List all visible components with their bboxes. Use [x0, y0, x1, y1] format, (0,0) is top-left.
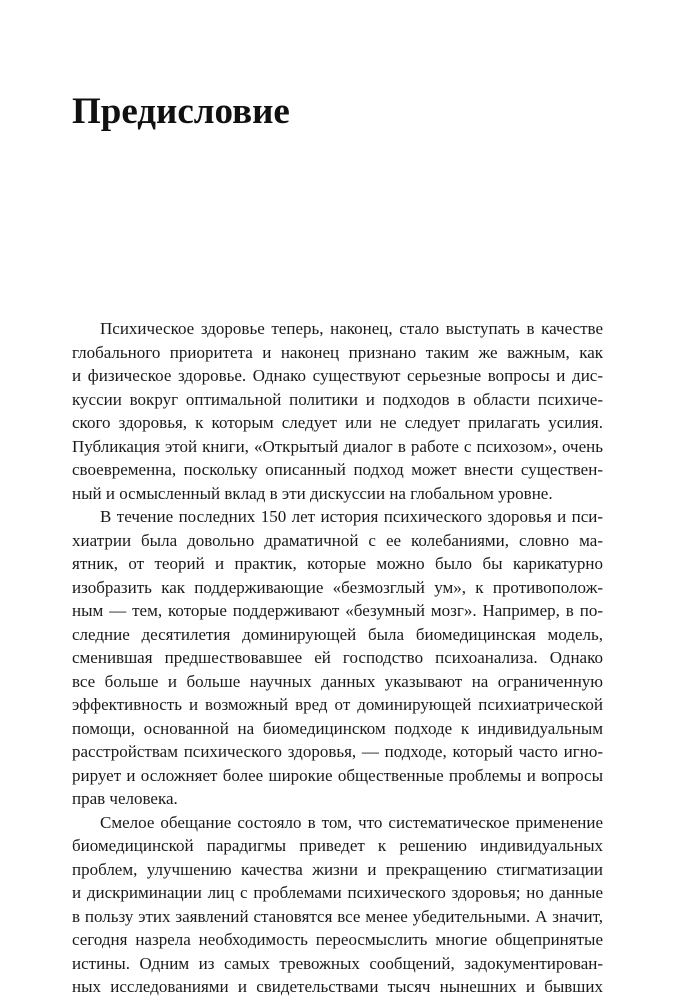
text-line: биомедицинской парадигмы приведет к решению индивидуальных	[72, 836, 603, 855]
text-line: помощи, основанной на биомедицинском подходе к индивидуальным	[72, 718, 603, 738]
paragraph	[72, 317, 603, 505]
text-line: своевременна, поскольку описанный подход может внести существен-	[72, 460, 603, 479]
paragraph	[72, 811, 603, 999]
text-line: ных исследованиями и свидетельствами тысяч нынешних и бывших	[72, 977, 603, 996]
text-line: следние десятилетия доминирующей была биомедицинская модель,	[72, 624, 603, 644]
text-line: изобразить как поддерживающие «безмозглый ум», к противополож-	[72, 577, 603, 597]
text-line: ского здоровья, к которым следует или не следует прилагать усилия.	[72, 413, 603, 432]
text-line: хиатрии была довольно драматичной с ее колебаниями, словно ма-	[72, 530, 603, 550]
chapter-title: Предисловие	[72, 91, 290, 132]
text-line: проблем, улучшению качества жизни и прекращению стигматизации	[72, 859, 603, 879]
text-line: ятник, от теорий и практик, которые можно было бы карикатурно	[72, 554, 603, 573]
text-line: ный и осмысленный вклад в эти дискуссии на глобальном уровне.	[72, 483, 553, 503]
text-line: истины. Одним из самых тревожных сообщений, задокументирован-	[72, 953, 603, 973]
text-line: В течение последних 150 лет история психического здоровья и пси-	[100, 507, 603, 526]
text-line: куссии вокруг оптимальной политики и подходов в области психиче-	[72, 389, 603, 409]
text-line: Психическое здоровье теперь, наконец, стало выступать в качестве	[100, 319, 603, 338]
text-line: рирует и осложняет более широкие общественные проблемы и вопросы	[72, 765, 603, 785]
text-line: прав человека.	[72, 789, 178, 808]
text-line: глобального приоритета и наконец признано таким же важным, как	[72, 342, 603, 362]
text-line: Публикация этой книги, «Открытый диалог в работе с психозом», очень	[72, 436, 603, 456]
text-line: и дискриминации лиц с проблемами психического здоровья; но данные	[72, 883, 603, 902]
text-line: и физическое здоровье. Однако существуют серьезные вопросы и дис-	[72, 366, 603, 385]
chapter-body	[72, 317, 603, 999]
text-line: сегодня назрела необходимость переосмыслить многие общепринятые	[72, 930, 603, 949]
text-line: все больше и больше научных данных указывают на ограниченную	[72, 671, 603, 691]
paragraph	[72, 505, 603, 811]
text-line: Смелое обещание состояло в том, что систематическое применение	[100, 812, 603, 832]
text-line: эффективность и возможный вред от доминирующей психиатрической	[72, 695, 603, 714]
text-line: в пользу этих заявлений становятся все менее убедительными. А значит,	[72, 906, 603, 926]
text-line: расстройствам психического здоровья, — подходе, который часто игно-	[72, 742, 603, 761]
text-line: сменившая предшествовавшее ей господство психоанализа. Однако	[72, 648, 603, 667]
text-line: ным — тем, которые поддерживают «безумный мозг». Например, в по-	[72, 601, 603, 620]
